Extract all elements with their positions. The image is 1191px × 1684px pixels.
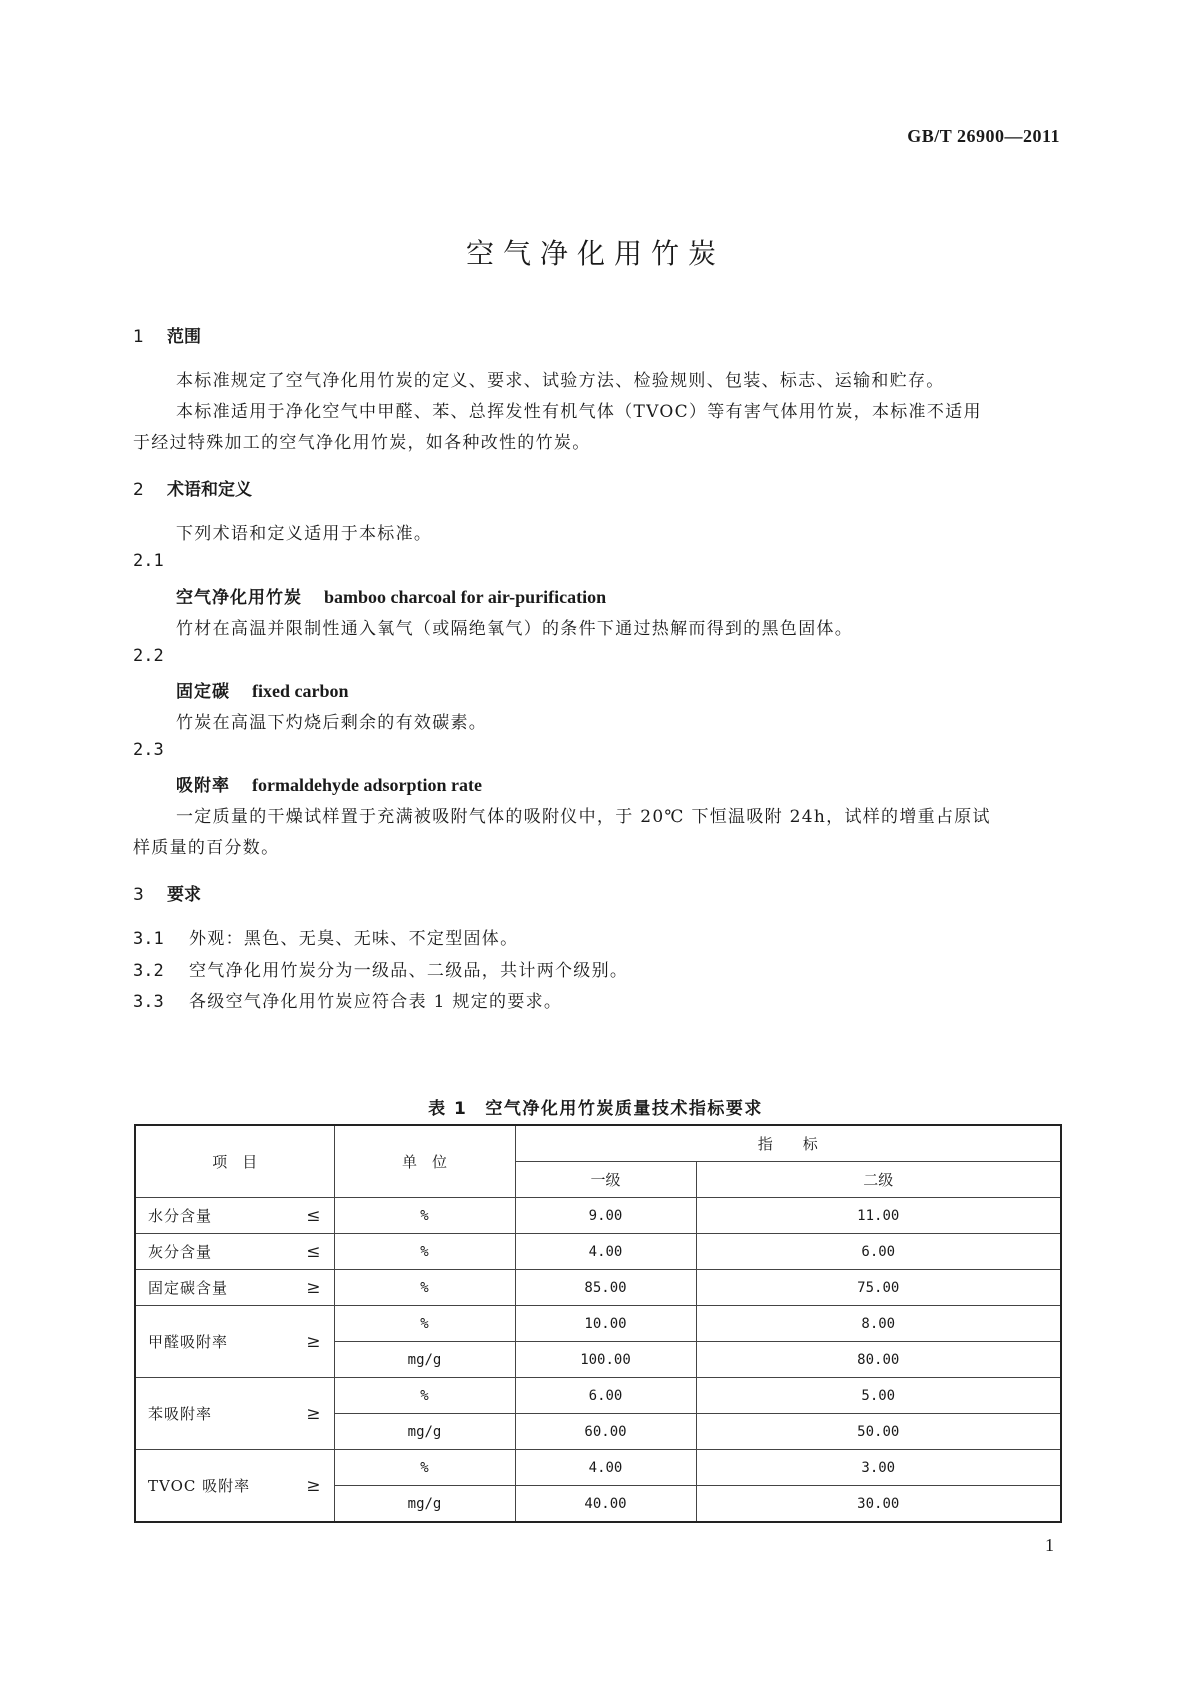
standard-number: GB/T 26900—2011 <box>907 126 1060 146</box>
section-3-heading <box>133 880 201 905</box>
term-number: 2.1 <box>133 551 164 571</box>
section-number: 2 <box>133 480 144 500</box>
unit-cell: mg/g <box>334 1342 515 1378</box>
grade1-value: 10.00 <box>515 1306 696 1342</box>
term-zh: 吸附率 <box>176 776 230 796</box>
item-cell <box>135 1306 334 1378</box>
item-label: 苯吸附率 <box>148 1405 213 1423</box>
grade1-value: 100.00 <box>515 1342 696 1378</box>
table-caption-text: 空气净化用竹炭质量技术指标要求 <box>485 1099 763 1119</box>
grade1-value: 85.00 <box>515 1270 696 1306</box>
table-row <box>135 1450 1061 1486</box>
requirement-number: 3.1 <box>133 929 164 949</box>
spec-table <box>134 1124 1062 1523</box>
table-row <box>135 1234 1061 1270</box>
term-number: 2.3 <box>133 740 164 760</box>
grade2-value: 50.00 <box>696 1414 1061 1450</box>
item-cell <box>135 1198 334 1234</box>
grade2-value: 3.00 <box>696 1450 1061 1486</box>
grade2-value: 30.00 <box>696 1486 1061 1523</box>
requirement-number: 3.3 <box>133 992 164 1012</box>
term-entry <box>176 771 482 796</box>
grade2-value: 8.00 <box>696 1306 1061 1342</box>
item-cell <box>135 1270 334 1306</box>
table-caption-number: 表 1 <box>428 1099 468 1119</box>
section-number: 3 <box>133 885 144 905</box>
requirement-text: 空气净化用竹炭分为一级品、二级品，共计两个级别。 <box>189 961 629 981</box>
unit-cell: % <box>334 1270 515 1306</box>
section-1-heading <box>133 322 201 347</box>
table-row <box>135 1378 1061 1414</box>
unit-cell: % <box>334 1378 515 1414</box>
table-header-row <box>135 1125 1061 1162</box>
item-label: 固定碳含量 <box>148 1279 229 1297</box>
requirement-text: 外观：黑色、无臭、无味、不定型固体。 <box>189 929 519 949</box>
term-number: 2.2 <box>133 646 164 666</box>
requirement-item <box>133 956 628 981</box>
comparator: ≥ <box>306 1277 322 1298</box>
item-cell <box>135 1378 334 1450</box>
grade1-value: 4.00 <box>515 1234 696 1270</box>
item-label: TVOC 吸附率 <box>148 1477 251 1495</box>
term-en: formaldehyde adsorption rate <box>252 775 482 795</box>
term-zh: 固定碳 <box>176 682 230 702</box>
paragraph: 本标准规定了空气净化用竹炭的定义、要求、试验方法、检验规则、包装、标志、运输和贮存。 <box>176 371 945 391</box>
grade2-value: 11.00 <box>696 1198 1061 1234</box>
section-2-heading <box>133 475 252 500</box>
header-item: 项 目 <box>135 1125 334 1198</box>
term-definition: 竹材在高温并限制性通入氧气（或隔绝氧气）的条件下通过热解而得到的黑色固体。 <box>176 619 854 639</box>
header-unit: 单 位 <box>334 1125 515 1198</box>
term-en: fixed carbon <box>252 681 349 701</box>
requirement-item <box>133 987 562 1012</box>
table-row <box>135 1270 1061 1306</box>
item-cell <box>135 1450 334 1523</box>
unit-cell: mg/g <box>334 1414 515 1450</box>
section-title: 术语和定义 <box>167 480 252 500</box>
unit-cell: mg/g <box>334 1486 515 1523</box>
requirement-number: 3.2 <box>133 961 164 981</box>
term-entry <box>176 583 606 608</box>
comparator: ≥ <box>306 1331 322 1352</box>
table-caption <box>0 1094 1191 1119</box>
paragraph-continuation: 于经过特殊加工的空气净化用竹炭，如各种改性的竹炭。 <box>133 433 591 453</box>
unit-cell: % <box>334 1450 515 1486</box>
table-row <box>135 1306 1061 1342</box>
paragraph: 下列术语和定义适用于本标准。 <box>176 524 433 544</box>
comparator: ≥ <box>306 1403 322 1424</box>
term-definition: 竹炭在高温下灼烧后剩余的有效碳素。 <box>176 713 488 733</box>
item-cell <box>135 1234 334 1270</box>
term-entry <box>176 677 349 702</box>
term-definition-continuation: 样质量的百分数。 <box>133 838 280 858</box>
item-label: 水分含量 <box>148 1207 213 1225</box>
grade1-value: 60.00 <box>515 1414 696 1450</box>
grade2-value: 5.00 <box>696 1378 1061 1414</box>
grade1-value: 6.00 <box>515 1378 696 1414</box>
page-number: 1 <box>1045 1535 1054 1555</box>
paragraph: 本标准适用于净化空气中甲醛、苯、总挥发性有机气体（TVOC）等有害气体用竹炭，本标准不适用 <box>176 402 982 422</box>
grade1-value: 40.00 <box>515 1486 696 1523</box>
section-title: 范围 <box>167 327 201 347</box>
grade2-value: 6.00 <box>696 1234 1061 1270</box>
item-label: 甲醛吸附率 <box>148 1333 229 1351</box>
unit-cell: % <box>334 1306 515 1342</box>
grade2-value: 75.00 <box>696 1270 1061 1306</box>
table-row <box>135 1198 1061 1234</box>
term-zh: 空气净化用竹炭 <box>176 588 302 608</box>
item-label: 灰分含量 <box>148 1243 213 1261</box>
unit-cell: % <box>334 1198 515 1234</box>
comparator: ≤ <box>306 1241 322 1262</box>
requirement-item <box>133 924 518 949</box>
comparator: ≥ <box>306 1475 322 1496</box>
grade2-value: 80.00 <box>696 1342 1061 1378</box>
section-number: 1 <box>133 327 144 347</box>
document-title: 空气净化用竹炭 <box>465 237 725 270</box>
term-definition: 一定质量的干燥试样置于充满被吸附气体的吸附仪中，于 20℃ 下恒温吸附 24h，试样的增重占原试 <box>176 807 991 827</box>
comparator: ≤ <box>306 1205 322 1226</box>
term-en: bamboo charcoal for air-purification <box>324 587 607 607</box>
grade1-value: 9.00 <box>515 1198 696 1234</box>
requirement-text: 各级空气净化用竹炭应符合表 1 规定的要求。 <box>189 992 563 1012</box>
header-index: 指 标 <box>515 1125 1061 1162</box>
section-title: 要求 <box>167 885 201 905</box>
unit-cell: % <box>334 1234 515 1270</box>
header-grade2: 二级 <box>696 1162 1061 1198</box>
grade1-value: 4.00 <box>515 1450 696 1486</box>
header-grade1: 一级 <box>515 1162 696 1198</box>
